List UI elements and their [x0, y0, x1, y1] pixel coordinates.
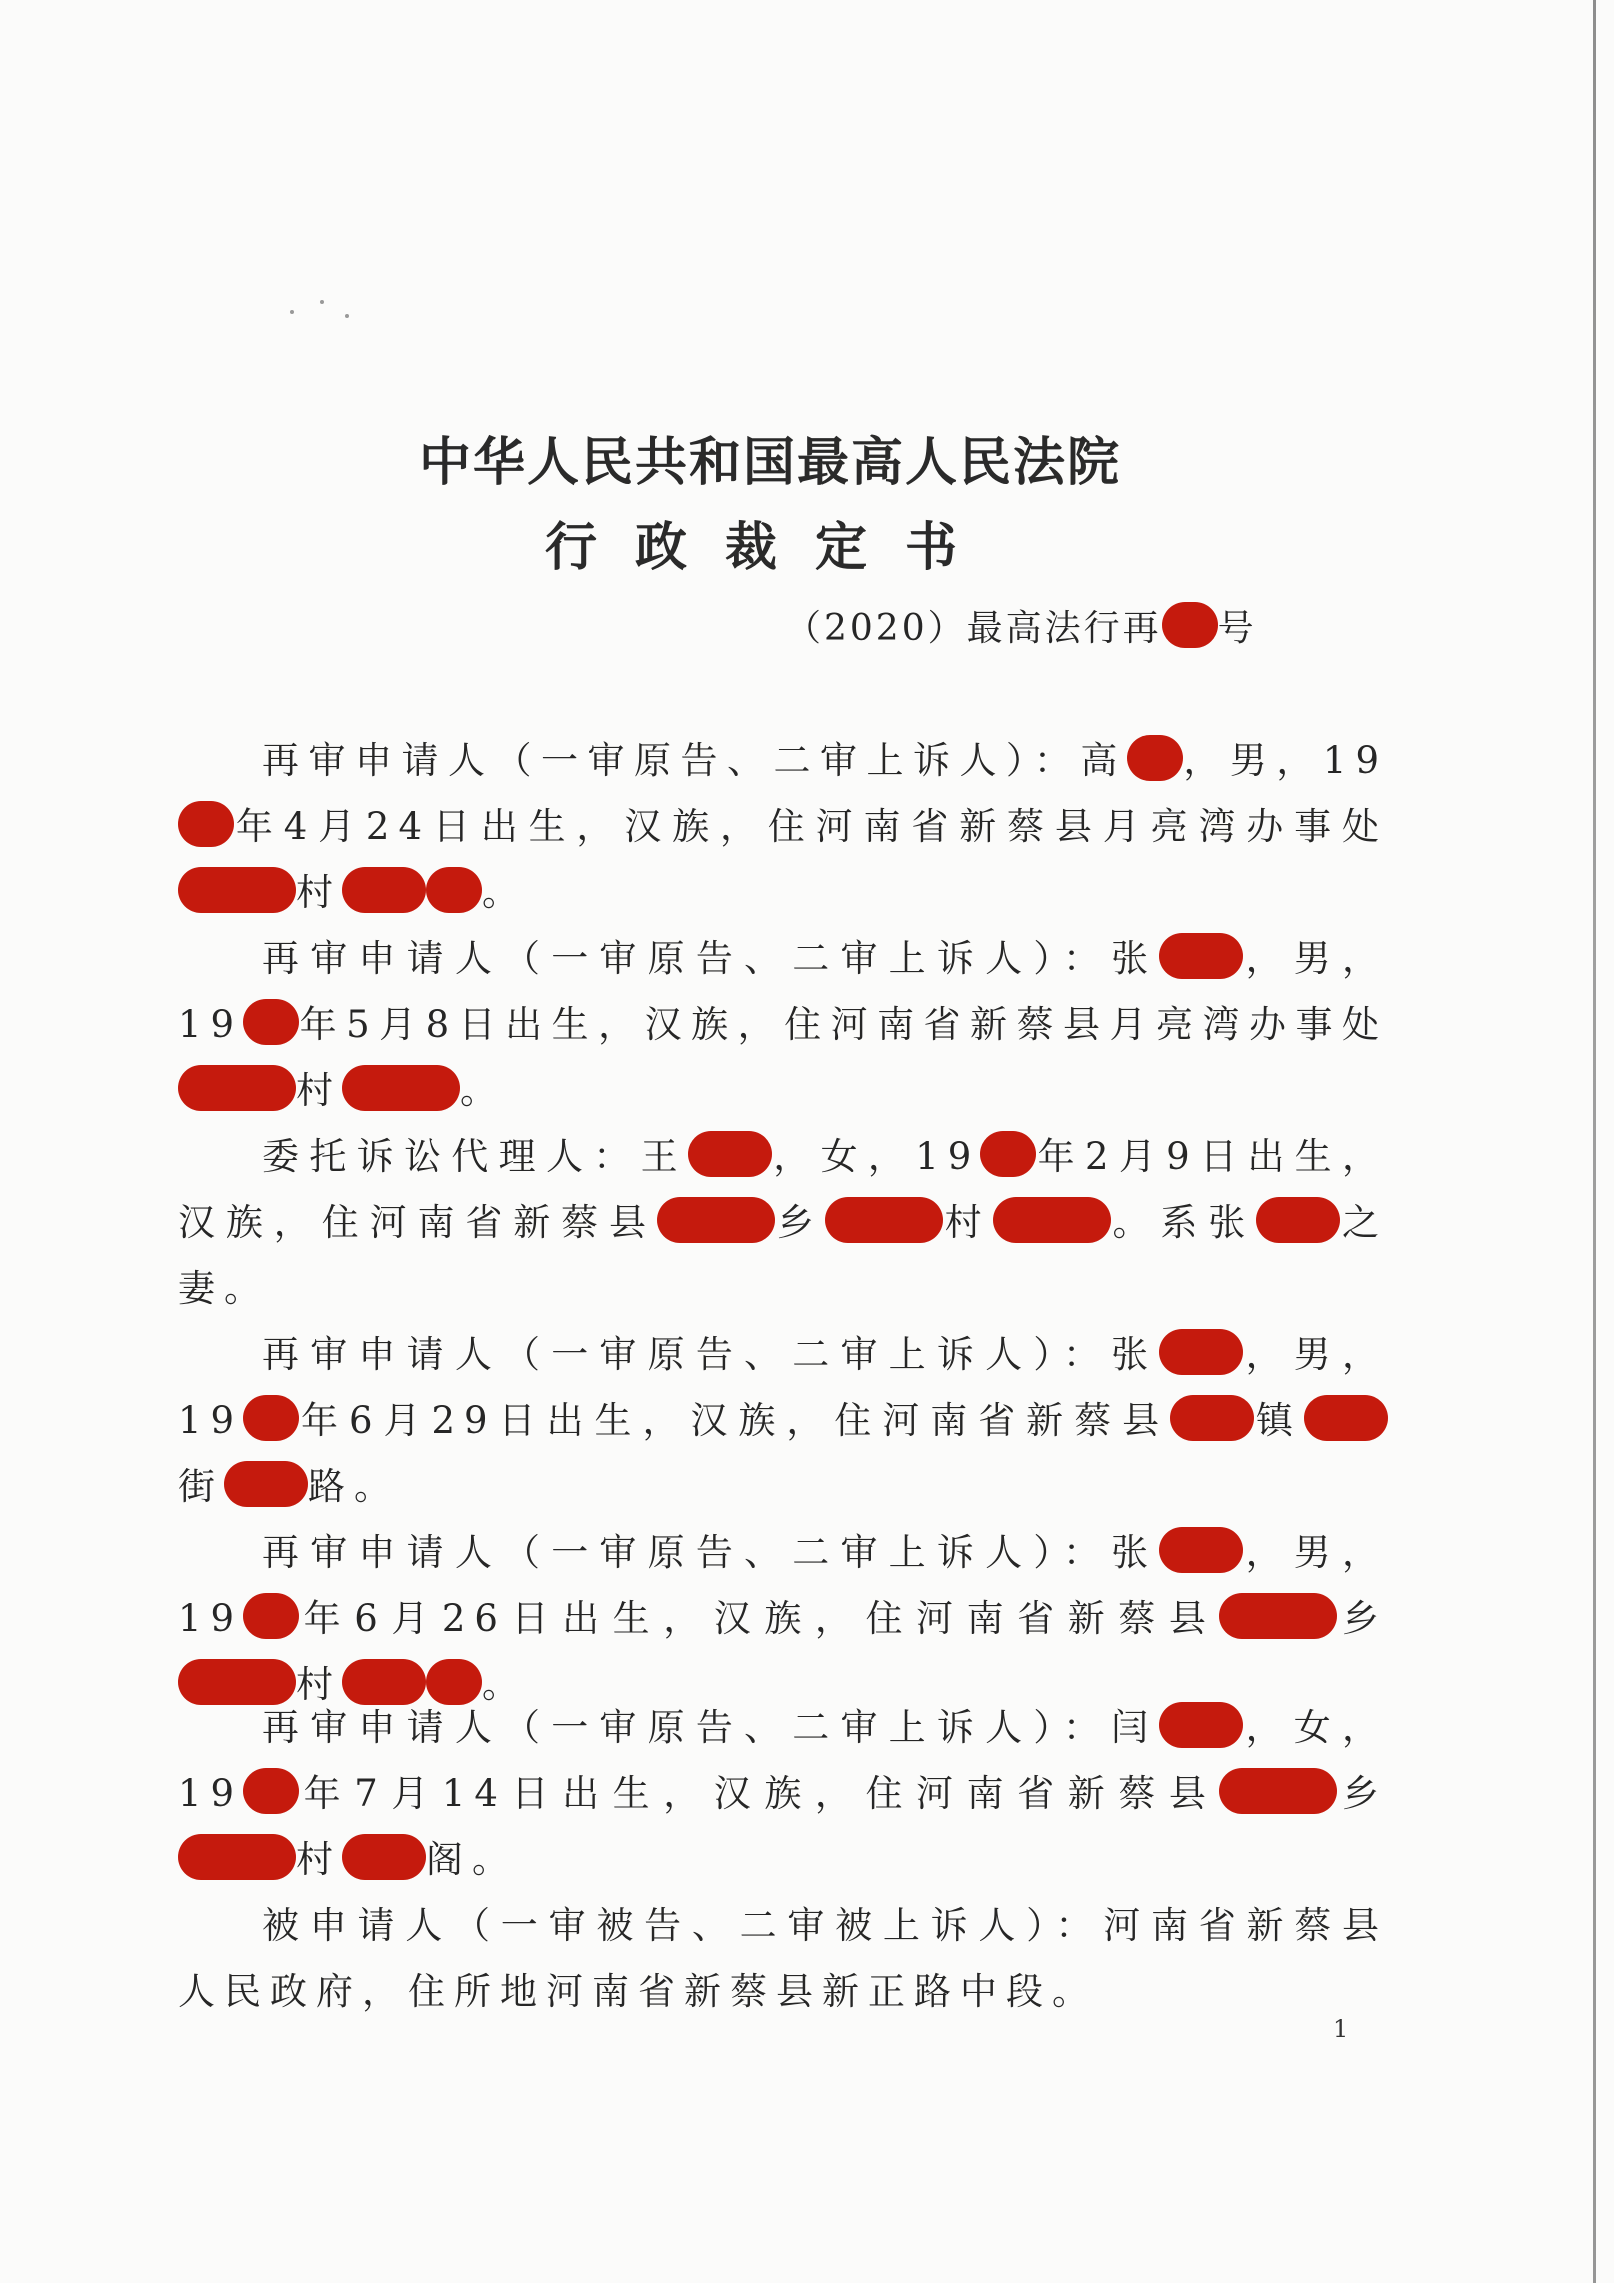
redaction-mark — [993, 1197, 1111, 1243]
text-fragment: 阁。 — [426, 1838, 518, 1881]
redaction-mark — [426, 867, 482, 913]
text-fragment: 。 — [460, 1069, 506, 1112]
redaction-mark — [1219, 1768, 1337, 1814]
text-fragment: 村 — [296, 1663, 342, 1706]
text-fragment: 乡 — [1337, 1597, 1389, 1640]
text-fragment: 乡 — [1337, 1772, 1389, 1815]
redaction-mark — [1170, 1395, 1254, 1441]
redaction-mark — [1159, 1702, 1243, 1748]
redaction-mark — [1162, 602, 1218, 648]
case-number — [785, 600, 1257, 651]
text-fragment: ，男，19 — [1182, 739, 1388, 782]
redaction-mark — [688, 1131, 772, 1177]
redaction-mark — [1159, 1329, 1243, 1375]
redaction-mark — [243, 1768, 299, 1814]
text-fragment: 街 — [178, 1465, 224, 1508]
text-fragment: ，男，19 — [178, 1333, 1389, 1442]
redaction-mark — [178, 1065, 296, 1111]
paragraph-applicant-3 — [178, 1322, 1388, 1520]
text-fragment: ，男，19 — [178, 1531, 1389, 1640]
redaction-mark — [342, 1834, 426, 1880]
text-fragment: 委托诉讼代理人：王 — [262, 1135, 688, 1178]
redaction-mark — [1256, 1197, 1340, 1243]
redaction-mark — [980, 1131, 1036, 1177]
redaction-mark — [1159, 1527, 1243, 1573]
text-fragment: 乡 — [774, 1201, 825, 1244]
text-fragment: 路。 — [308, 1465, 400, 1508]
text-fragment: 年6月26日出生，汉族，住河南省新蔡县 — [299, 1597, 1220, 1640]
text-fragment: 再审申请人（一审原告、二审上诉人）：张 — [262, 937, 1160, 980]
document-type-title: 行政裁定书 — [544, 517, 995, 578]
text-fragment: 之妻。 — [178, 1201, 1389, 1310]
text-fragment: 。 — [482, 871, 528, 914]
redaction-mark — [1159, 933, 1243, 979]
text-fragment: 年4月24日出生，汉族，住河南省新蔡县月亮湾办事处 — [234, 805, 1388, 848]
case-number-prefix: （2020）最高法行再 — [785, 608, 1162, 649]
text-fragment: ，男，19 — [178, 937, 1389, 1046]
paragraph-applicant-4 — [178, 1520, 1388, 1718]
paragraph-applicant-2 — [178, 926, 1388, 1124]
text-fragment: 村 — [296, 1838, 342, 1881]
redaction-mark — [243, 1593, 299, 1639]
text-fragment: 被申请人（一审被告、二审被上诉人）：河南省新蔡县人民政府，住所地河南省新蔡县新正路中段。 — [178, 1904, 1388, 2013]
redaction-mark — [342, 1065, 460, 1111]
text-fragment: ，女，19 — [178, 1706, 1389, 1815]
paragraph-applicant-1 — [178, 728, 1388, 926]
paragraph-applicant-5 — [178, 1695, 1388, 1893]
redaction-mark — [178, 801, 234, 847]
text-fragment: 再审申请人（一审原告、二审上诉人）：闫 — [262, 1706, 1160, 1749]
text-fragment: 村 — [296, 871, 342, 914]
redaction-mark — [178, 867, 296, 913]
text-fragment: 。系张 — [1110, 1201, 1257, 1244]
paragraph-agent — [178, 1124, 1388, 1322]
text-fragment: 。 — [482, 1663, 528, 1706]
redaction-mark — [1127, 735, 1183, 781]
text-fragment: 村 — [296, 1069, 342, 1112]
party-list-part-1 — [178, 728, 1388, 1718]
text-fragment: 镇 — [1254, 1399, 1305, 1442]
redaction-mark — [1304, 1395, 1388, 1441]
redaction-mark — [1219, 1593, 1337, 1639]
redaction-mark — [243, 999, 299, 1045]
text-fragment: 再审申请人（一审原告、二审上诉人）：张 — [262, 1531, 1160, 1574]
paragraph-respondent — [178, 1893, 1388, 2025]
text-fragment: 年5月8日出生，汉族，住河南省新蔡县月亮湾办事处 — [299, 1003, 1388, 1046]
text-fragment: 年6月29日出生，汉族，住河南省新蔡县 — [299, 1399, 1171, 1442]
redaction-mark — [243, 1395, 299, 1441]
redaction-mark — [224, 1461, 308, 1507]
text-fragment: ，女，19 — [771, 1135, 981, 1178]
page-number: 1 — [1333, 2015, 1349, 2043]
court-name: 中华人民共和国最高人民法院 — [418, 432, 1121, 493]
text-fragment: 年7月14日出生，汉族，住河南省新蔡县 — [299, 1772, 1220, 1815]
text-fragment: 村 — [942, 1201, 993, 1244]
text-fragment: 年2月9日出生，汉族，住河南省新蔡县 — [178, 1135, 1388, 1244]
page-edge-shadow — [1593, 0, 1596, 2283]
case-number-suffix: 号 — [1217, 608, 1257, 649]
text-fragment: 再审申请人（一审原告、二审上诉人）：高 — [262, 739, 1127, 782]
redaction-mark — [657, 1197, 775, 1243]
party-list-part-2 — [178, 1695, 1388, 2025]
text-fragment: 再审申请人（一审原告、二审上诉人）：张 — [262, 1333, 1160, 1376]
redaction-mark — [825, 1197, 943, 1243]
redaction-mark — [342, 867, 426, 913]
redaction-mark — [178, 1834, 296, 1880]
